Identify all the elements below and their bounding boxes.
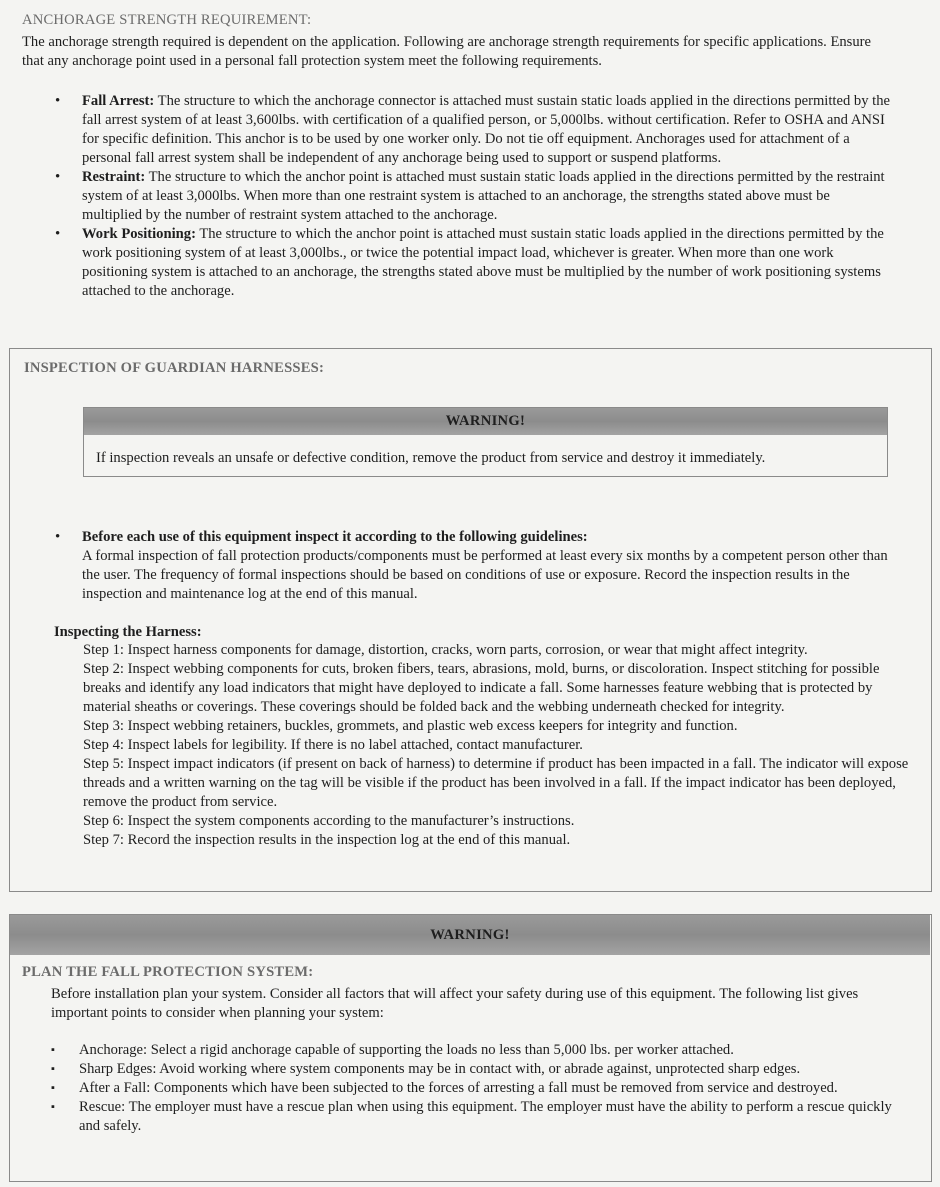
item-text: After a Fall: Components which have been subjected to the forces of arresting a fall must be removed from service and destroyed.	[79, 1080, 838, 1096]
bullet-icon: •	[55, 93, 61, 109]
step-item: Step 6: Inspect the system components according to the manufacturer’s instructions.	[83, 813, 575, 829]
inspection-heading: INSPECTION OF GUARDIAN HARNESSES:	[24, 360, 325, 376]
plan-warning-banner: WARNING!	[10, 915, 930, 955]
square-bullet-icon: ▪	[51, 1063, 55, 1075]
list-item	[23, 1098, 913, 1136]
square-bullet-icon: ▪	[51, 1082, 55, 1094]
list-item	[23, 1041, 913, 1060]
harness-steps	[83, 641, 913, 850]
anchorage-list	[23, 92, 893, 301]
square-bullet-icon: ▪	[51, 1101, 55, 1113]
item-text: The structure to which the anchor point is attached must sustain static loads applied in the directions permitted by the restraint system of at least 3,000lbs. When more than one restraint system is attached to an anchorage, the strengths stated above must be multiplied by the number of restraint system attached to the anchorage.	[82, 169, 885, 223]
square-bullet-icon: ▪	[51, 1044, 55, 1056]
step-item: Step 5: Inspect impact indicators (if present on back of harness) to determine if product has been impacted in a fall. The indicator will expose threads and a written warning on the tag will be visible if the product has been involved in a fall. If the impact indicator has been deployed, remove the product from service.	[83, 756, 909, 810]
step-item: Step 7: Record the inspection results in the inspection log at the end of this manual.	[83, 832, 571, 848]
item-text: The structure to which the anchorage connector is attached must sustain static loads applied in the directions permitted by the fall arrest system of at least 3,600lbs. with certification of a qualified person, or 5,000lbs. without certification. Refer to OSHA and ANSI for specific definition. This anchor is to be used by one worker only. Do not tie off equipment. Anchorages used for attachment of a personal fall arrest system shall be independent of any anchorage being used to support or suspend platforms.	[82, 93, 890, 166]
harness-heading: Inspecting the Harness:	[54, 624, 202, 640]
before-use-block	[23, 528, 893, 604]
plan-intro: Before installation plan your system. Consider all factors that will affect your safety during use of this equipment. The following list gives important points to consider when planning your system:	[51, 986, 859, 1021]
list-item	[23, 1079, 913, 1098]
plan-list	[23, 1041, 913, 1136]
list-item	[23, 225, 893, 301]
item-label: Restraint:	[82, 169, 146, 185]
before-use-text: A formal inspection of fall protection products/components must be performed at least every six months by a competent person other than the user. The frequency of formal inspections should be based on conditions of use or exposure. Record the inspection results in the inspection and maintenance log at the end of this manual.	[82, 548, 888, 602]
anchorage-heading: ANCHORAGE STRENGTH REQUIREMENT:	[22, 12, 312, 28]
item-text: Anchorage: Select a rigid anchorage capable of supporting the loads no less than 5,000 lbs. per worker attached.	[79, 1042, 734, 1058]
list-item	[23, 92, 893, 168]
plan-heading: PLAN THE FALL PROTECTION SYSTEM:	[22, 964, 314, 980]
warning-banner: WARNING!	[84, 408, 887, 435]
item-label: Work Positioning:	[82, 226, 196, 242]
item-text: Sharp Edges: Avoid working where system components may be in contact with, or abrade against, unprotected sharp edges.	[79, 1061, 801, 1077]
item-label: Fall Arrest:	[82, 93, 155, 109]
step-item: Step 3: Inspect webbing retainers, buckles, grommets, and plastic web excess keepers for integrity and function.	[83, 718, 738, 734]
before-use-label: Before each use of this equipment inspect it according to the following guidelines:	[82, 529, 588, 545]
anchorage-intro: The anchorage strength required is dependent on the application. Following are anchorage strength requirements for specific applications. Ensure that any anchorage point used in a personal fall protection system meet the following requirements.	[22, 34, 871, 69]
list-item	[23, 168, 893, 225]
step-item: Step 2: Inspect webbing components for cuts, broken fibers, tears, abrasions, mold, burns, or discoloration. Inspect stitching for possible breaks and identify any load indicators that might have deployed to indicate a fall. Some harnesses feature webbing that is protected by material sheaths or coverings. These coverings should be folded back and the webbing underneath checked for integrity.	[83, 661, 880, 715]
item-text: Rescue: The employer must have a rescue plan when using this equipment. The employer must have the ability to perform a rescue quickly and safely.	[79, 1099, 892, 1134]
warning-text: If inspection reveals an unsafe or defective condition, remove the product from service and destroy it immediately.	[96, 450, 766, 466]
step-item: Step 4: Inspect labels for legibility. If there is no label attached, contact manufacturer.	[83, 737, 583, 753]
bullet-icon: •	[55, 529, 61, 545]
item-text: The structure to which the anchor point is attached must sustain static loads applied in the directions permitted by the work positioning system of at least 3,000lbs., or twice the potential impact load, whichever is greater. When more than one work positioning system is attached to an anchorage, the strengths stated above must be multiplied by the number of work positioning systems attached to the anchorage.	[82, 226, 884, 299]
bullet-icon: •	[55, 169, 61, 185]
list-item	[23, 528, 893, 604]
bullet-icon: •	[55, 226, 61, 242]
list-item	[23, 1060, 913, 1079]
step-item: Step 1: Inspect harness components for damage, distortion, cracks, worn parts, corrosion, or wear that might affect integrity.	[83, 642, 808, 658]
